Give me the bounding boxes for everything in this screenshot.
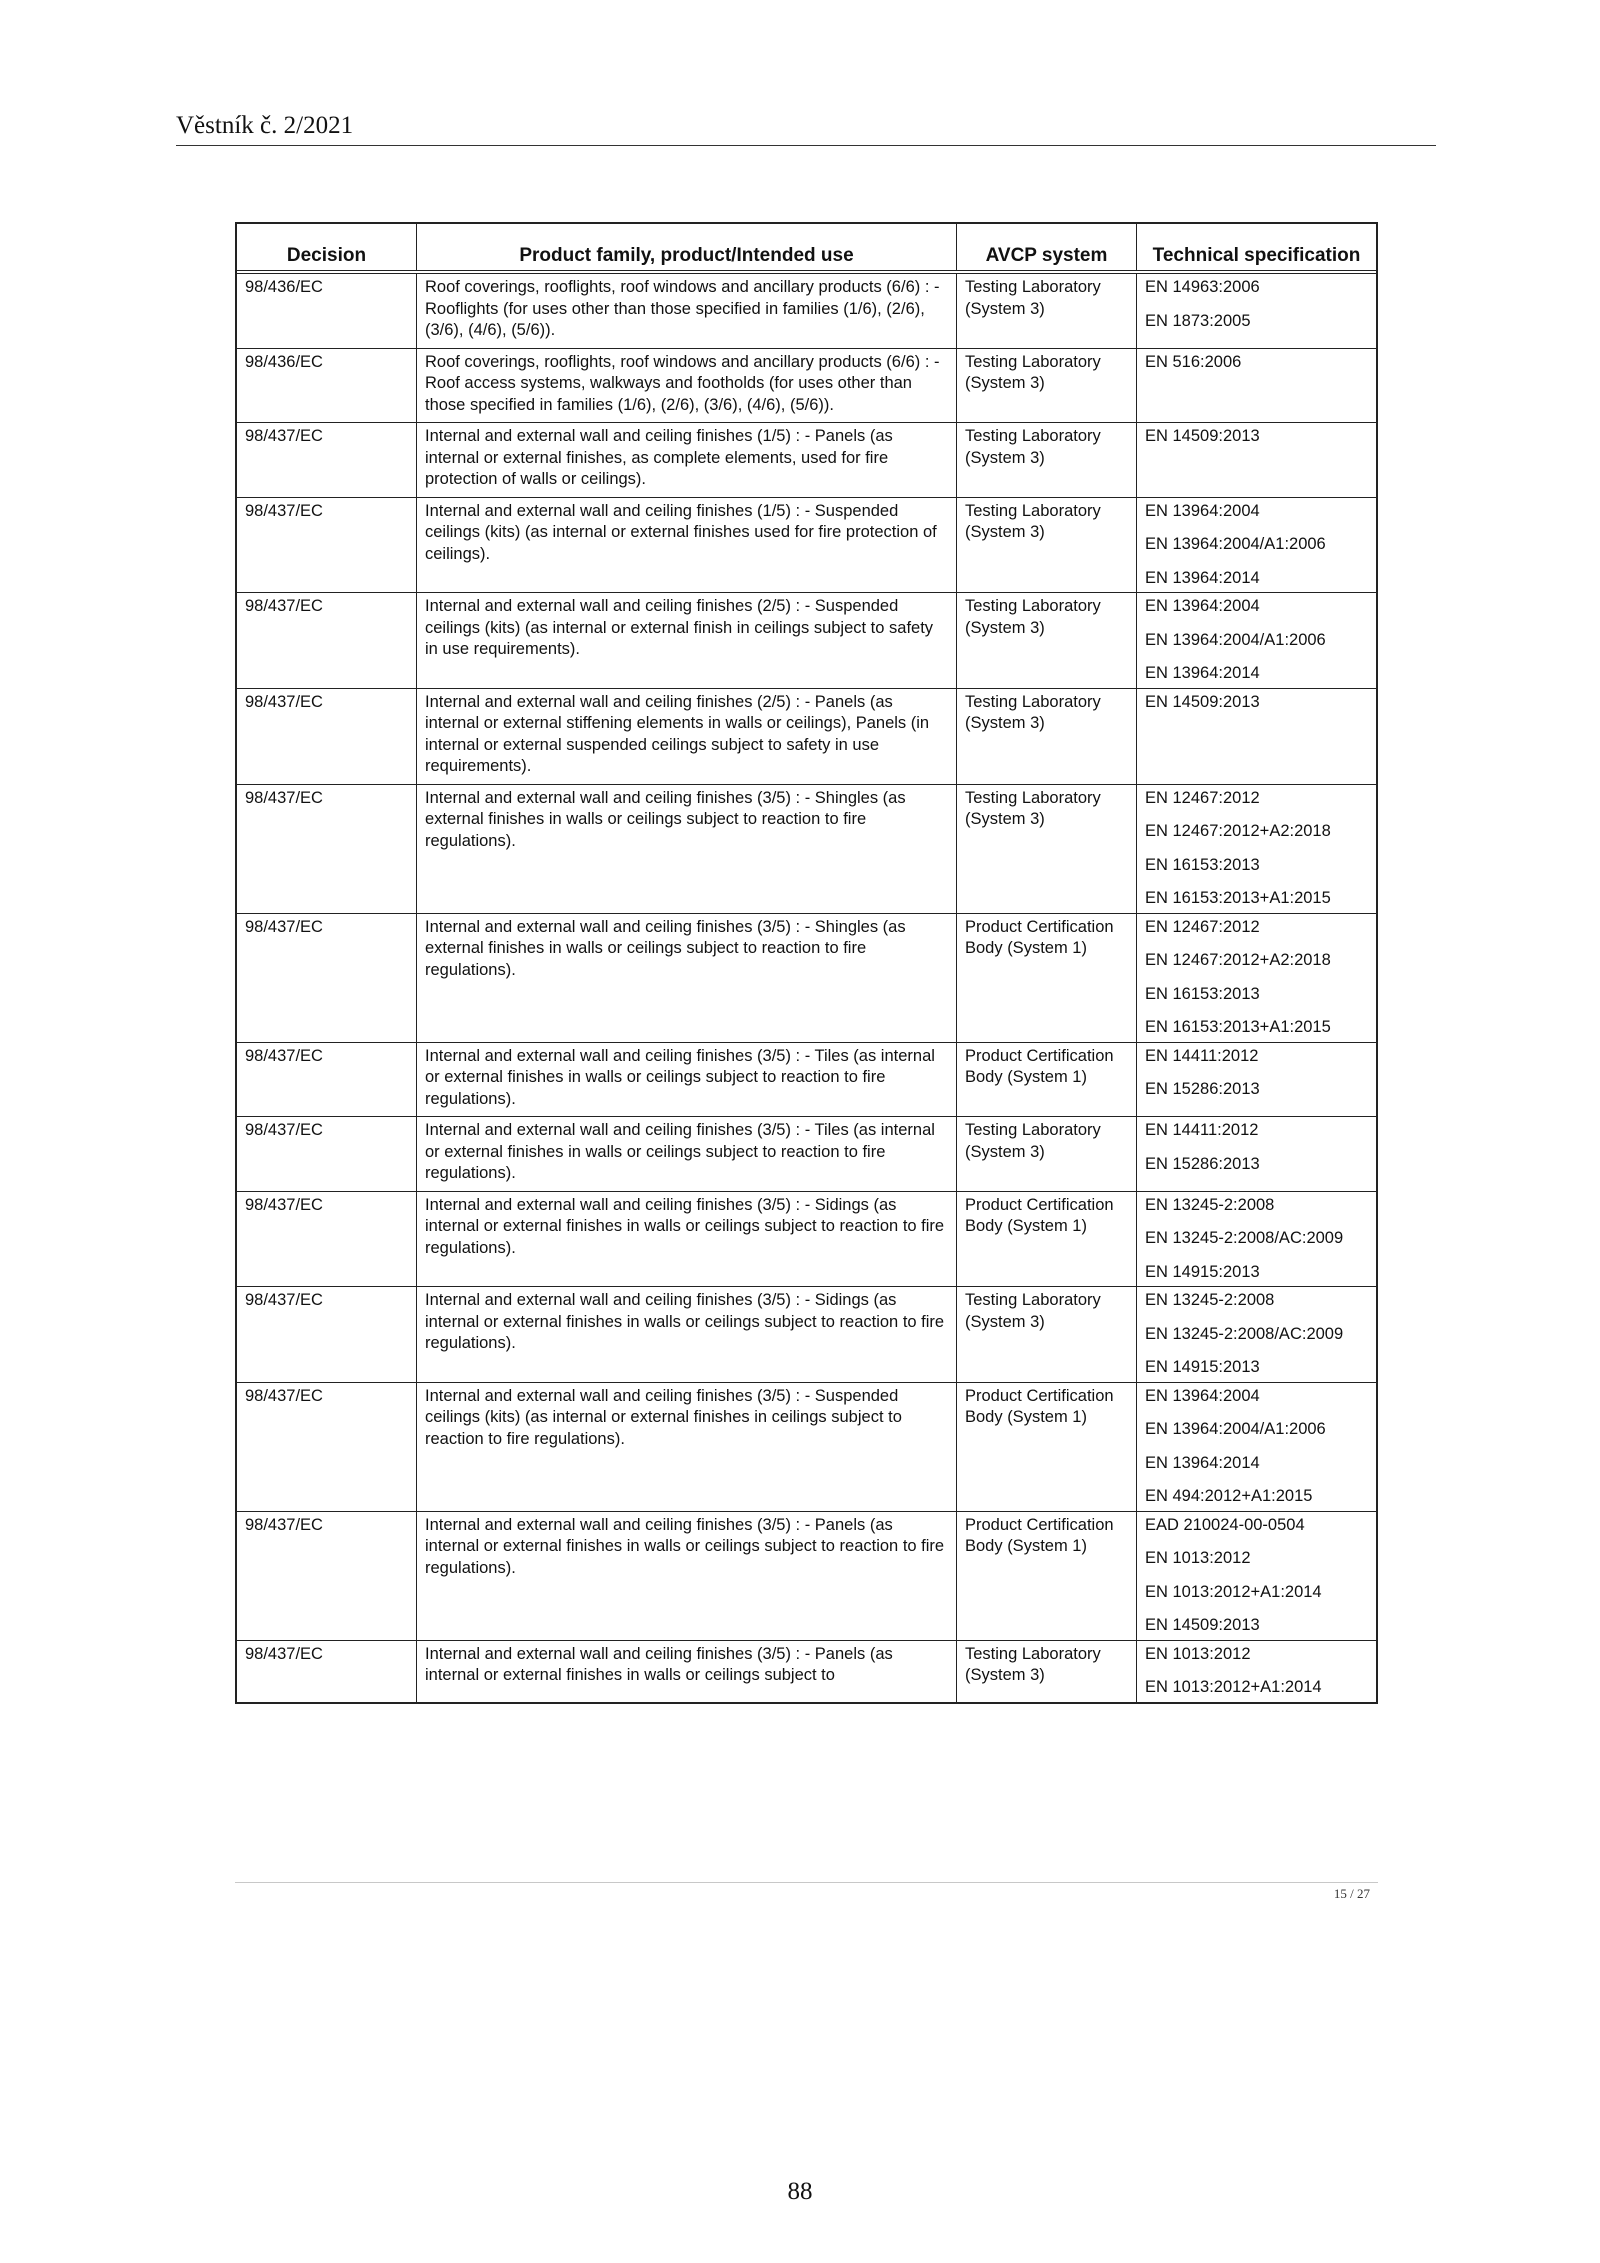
specification-item: EN 16153:2013+A1:2015 bbox=[1145, 889, 1331, 907]
specification-item: EN 1013:2012+A1:2014 bbox=[1145, 1582, 1322, 1601]
table-body bbox=[237, 274, 1376, 1702]
column-header-decision: Decision bbox=[237, 224, 417, 270]
specification-cell bbox=[1137, 1383, 1376, 1511]
specification-item: EN 13245-2:2008/AC:2009 bbox=[1145, 1229, 1344, 1247]
product-cell: Internal and external wall and ceiling finishes (3/5) : - Sidings (as internal or external finishes in walls or ceilings subject to reaction to fire regulations). bbox=[417, 1192, 957, 1287]
decision-cell: 98/437/EC bbox=[237, 1641, 417, 1702]
avcp-cell: Product Certification Body (System 1) bbox=[957, 1383, 1137, 1511]
specification-item: EN 13964:2004 bbox=[1145, 1386, 1260, 1405]
avcp-cell: Testing Laboratory (System 3) bbox=[957, 1117, 1137, 1191]
product-cell: Internal and external wall and ceiling finishes (3/5) : - Panels (as internal or external finishes in walls or ceilings subject to bbox=[417, 1641, 957, 1702]
pdf-pagination: 15 / 27 bbox=[1333, 1886, 1370, 1901]
specification-item: EN 13245-2:2008 bbox=[1145, 1195, 1275, 1214]
specification-cell bbox=[1137, 593, 1376, 688]
specification-item: EN 12467:2012 bbox=[1145, 917, 1260, 936]
decision-cell: 98/437/EC bbox=[237, 1192, 417, 1287]
specification-item: EN 13964:2004/A1:2006 bbox=[1145, 630, 1326, 649]
avcp-cell: Product Certification Body (System 1) bbox=[957, 1043, 1137, 1117]
table-row bbox=[237, 423, 1376, 498]
specification-cell bbox=[1137, 274, 1376, 348]
specification-item: EN 15286:2013 bbox=[1145, 1154, 1260, 1173]
product-cell: Internal and external wall and ceiling finishes (3/5) : - Panels (as internal or external finishes in walls or ceilings subject to reaction to fire regulations). bbox=[417, 1512, 957, 1640]
avcp-cell: Product Certification Body (System 1) bbox=[957, 1512, 1137, 1640]
journal-header: Věstník č. 2/2021 bbox=[176, 112, 354, 139]
specification-item: EN 516:2006 bbox=[1145, 352, 1242, 371]
specification-item: EN 1013:2012 bbox=[1145, 1549, 1251, 1567]
specification-cell bbox=[1137, 349, 1376, 423]
table-row bbox=[237, 498, 1376, 594]
specification-cell bbox=[1137, 914, 1376, 1042]
column-header-avcp: AVCP system bbox=[957, 224, 1137, 270]
specification-cell bbox=[1137, 1641, 1376, 1702]
specification-item: EN 1013:2012 bbox=[1145, 1644, 1251, 1663]
specification-item: EN 13964:2004 bbox=[1145, 597, 1260, 615]
decision-cell: 98/437/EC bbox=[237, 1117, 417, 1191]
decision-cell: 98/437/EC bbox=[237, 1287, 417, 1382]
specification-item: EN 14509:2013 bbox=[1145, 1616, 1260, 1634]
specification-cell bbox=[1137, 785, 1376, 913]
column-header-specification: Technical specification bbox=[1152, 245, 1361, 266]
specification-item: EN 14411:2012 bbox=[1145, 1121, 1259, 1139]
product-cell: Internal and external wall and ceiling finishes (3/5) : - Tiles (as internal or external finishes in walls or ceilings subject to reaction to fire regulations). bbox=[417, 1043, 957, 1117]
specification-item: EN 16153:2013 bbox=[1145, 855, 1260, 874]
product-cell: Internal and external wall and ceiling finishes (3/5) : - Sidings (as internal or external finishes in walls or ceilings subject to reaction to fire regulations). bbox=[417, 1287, 957, 1382]
specification-item: EN 12467:2012+A2:2018 bbox=[1145, 951, 1331, 969]
table-row bbox=[237, 1512, 1376, 1641]
product-cell: Internal and external wall and ceiling finishes (3/5) : - Shingles (as external finishes in walls or ceilings subject to reaction to fire regulations). bbox=[417, 785, 957, 913]
table-row bbox=[237, 1383, 1376, 1512]
table-row bbox=[237, 593, 1376, 689]
page-number: 88 bbox=[787, 2178, 813, 2205]
specification-item: EN 13964:2014 bbox=[1145, 568, 1260, 587]
avcp-cell: Testing Laboratory (System 3) bbox=[957, 593, 1137, 688]
avcp-cell: Testing Laboratory (System 3) bbox=[957, 423, 1137, 497]
specification-item: EN 13964:2004/A1:2006 bbox=[1145, 1420, 1326, 1438]
decision-cell: 98/437/EC bbox=[237, 689, 417, 784]
avcp-cell: Testing Laboratory (System 3) bbox=[957, 274, 1137, 348]
table-row bbox=[237, 1287, 1376, 1383]
specification-item: EN 1013:2012+A1:2014 bbox=[1145, 1678, 1322, 1696]
product-cell: Internal and external wall and ceiling finishes (3/5) : - Tiles (as internal or external finishes in walls or ceilings subject to reaction to fire regulations). bbox=[417, 1117, 957, 1191]
header-divider bbox=[176, 145, 1436, 146]
specification-item: EAD 210024-00-0504 bbox=[1145, 1515, 1305, 1534]
decision-cell: 98/436/EC bbox=[237, 274, 417, 348]
specification-item: EN 14915:2013 bbox=[1145, 1262, 1260, 1281]
specification-item: EN 14963:2006 bbox=[1145, 278, 1260, 296]
specification-item: EN 15286:2013 bbox=[1145, 1080, 1260, 1098]
specification-cell bbox=[1137, 689, 1376, 784]
product-cell: Internal and external wall and ceiling finishes (1/5) : - Panels (as internal or external finishes, as complete elements, used for fire protection of walls or ceilings). bbox=[417, 423, 957, 497]
specification-cell bbox=[1137, 423, 1376, 497]
avcp-cell: Product Certification Body (System 1) bbox=[957, 914, 1137, 1042]
table-row bbox=[237, 349, 1376, 424]
avcp-cell: Testing Laboratory (System 3) bbox=[957, 1641, 1137, 1702]
table-row bbox=[237, 1641, 1376, 1702]
product-cell: Internal and external wall and ceiling finishes (1/5) : - Suspended ceilings (kits) (as internal or external finishes used for fire protection of ceilings). bbox=[417, 498, 957, 593]
table-header bbox=[237, 224, 1376, 274]
avcp-cell: Testing Laboratory (System 3) bbox=[957, 498, 1137, 593]
avcp-cell: Product Certification Body (System 1) bbox=[957, 1192, 1137, 1287]
specification-cell bbox=[1137, 1287, 1376, 1382]
specification-item: EN 14411:2012 bbox=[1145, 1046, 1259, 1065]
specification-item: EN 14915:2013 bbox=[1145, 1358, 1260, 1376]
table-row bbox=[237, 1117, 1376, 1192]
product-cell: Roof coverings, rooflights, roof windows and ancillary products (6/6) : - Rooflights (for uses other than those specified in families (1/6), (2/6), (3/6), (4/6), (5/6)). bbox=[417, 274, 957, 348]
avcp-cell: Testing Laboratory (System 3) bbox=[957, 785, 1137, 913]
specification-item: EN 13245-2:2008/AC:2009 bbox=[1145, 1324, 1344, 1343]
specification-item: EN 13964:2014 bbox=[1145, 664, 1260, 682]
table-row bbox=[237, 1192, 1376, 1288]
certification-table bbox=[235, 222, 1378, 1704]
product-cell: Internal and external wall and ceiling finishes (3/5) : - Suspended ceilings (kits) (as internal or external finishes in ceilings subject to reaction to fire regulations). bbox=[417, 1383, 957, 1511]
specification-item: EN 494:2012+A1:2015 bbox=[1145, 1487, 1313, 1505]
avcp-cell: Testing Laboratory (System 3) bbox=[957, 349, 1137, 423]
specification-item: EN 12467:2012 bbox=[1145, 788, 1260, 807]
decision-cell: 98/437/EC bbox=[237, 593, 417, 688]
specification-item: EN 16153:2013 bbox=[1145, 984, 1260, 1003]
specification-cell bbox=[1137, 1117, 1376, 1191]
avcp-cell: Testing Laboratory (System 3) bbox=[957, 1287, 1137, 1382]
specification-item: EN 16153:2013+A1:2015 bbox=[1145, 1018, 1331, 1036]
decision-cell: 98/437/EC bbox=[237, 785, 417, 913]
specification-item: EN 13964:2014 bbox=[1145, 1453, 1260, 1472]
table-row bbox=[237, 914, 1376, 1043]
specification-item: EN 1873:2005 bbox=[1145, 311, 1251, 330]
product-cell: Internal and external wall and ceiling finishes (3/5) : - Shingles (as external finishes in walls or ceilings subject to reaction to fire regulations). bbox=[417, 914, 957, 1042]
specification-item: EN 13245-2:2008 bbox=[1145, 1291, 1275, 1309]
product-cell: Internal and external wall and ceiling finishes (2/5) : - Suspended ceilings (kits) (as internal or external finish in ceilings subject to safety in use requirements). bbox=[417, 593, 957, 688]
specification-item: EN 13964:2004/A1:2006 bbox=[1145, 535, 1326, 553]
product-cell: Roof coverings, rooflights, roof windows and ancillary products (6/6) : - Roof access systems, walkways and footholds (for uses other than those specified in families (1/6), (2/6), (3/6), (4/6), (5/6)). bbox=[417, 349, 957, 423]
specification-cell bbox=[1137, 498, 1376, 593]
table-row bbox=[237, 274, 1376, 349]
decision-cell: 98/437/EC bbox=[237, 914, 417, 1042]
specification-cell bbox=[1137, 1192, 1376, 1287]
specification-cell bbox=[1137, 1512, 1376, 1640]
decision-cell: 98/436/EC bbox=[237, 349, 417, 423]
decision-cell: 98/437/EC bbox=[237, 423, 417, 497]
specification-item: EN 14509:2013 bbox=[1145, 427, 1260, 445]
table-row bbox=[237, 1043, 1376, 1118]
decision-cell: 98/437/EC bbox=[237, 1043, 417, 1117]
decision-cell: 98/437/EC bbox=[237, 1383, 417, 1511]
product-cell: Internal and external wall and ceiling finishes (2/5) : - Panels (as internal or external stiffening elements in walls or ceilings), Panels (in internal or external suspended ceilings subject to safety in use requirements). bbox=[417, 689, 957, 784]
specification-item: EN 13964:2004 bbox=[1145, 501, 1260, 520]
specification-cell bbox=[1137, 1043, 1376, 1117]
table-row bbox=[237, 785, 1376, 914]
specification-item: EN 14509:2013 bbox=[1145, 692, 1260, 711]
avcp-cell: Testing Laboratory (System 3) bbox=[957, 689, 1137, 784]
table-row bbox=[237, 689, 1376, 785]
footer-divider bbox=[235, 1882, 1378, 1883]
decision-cell: 98/437/EC bbox=[237, 498, 417, 593]
specification-item: EN 12467:2012+A2:2018 bbox=[1145, 822, 1331, 840]
column-header-product: Product family, product/Intended use bbox=[417, 224, 957, 270]
decision-cell: 98/437/EC bbox=[237, 1512, 417, 1640]
